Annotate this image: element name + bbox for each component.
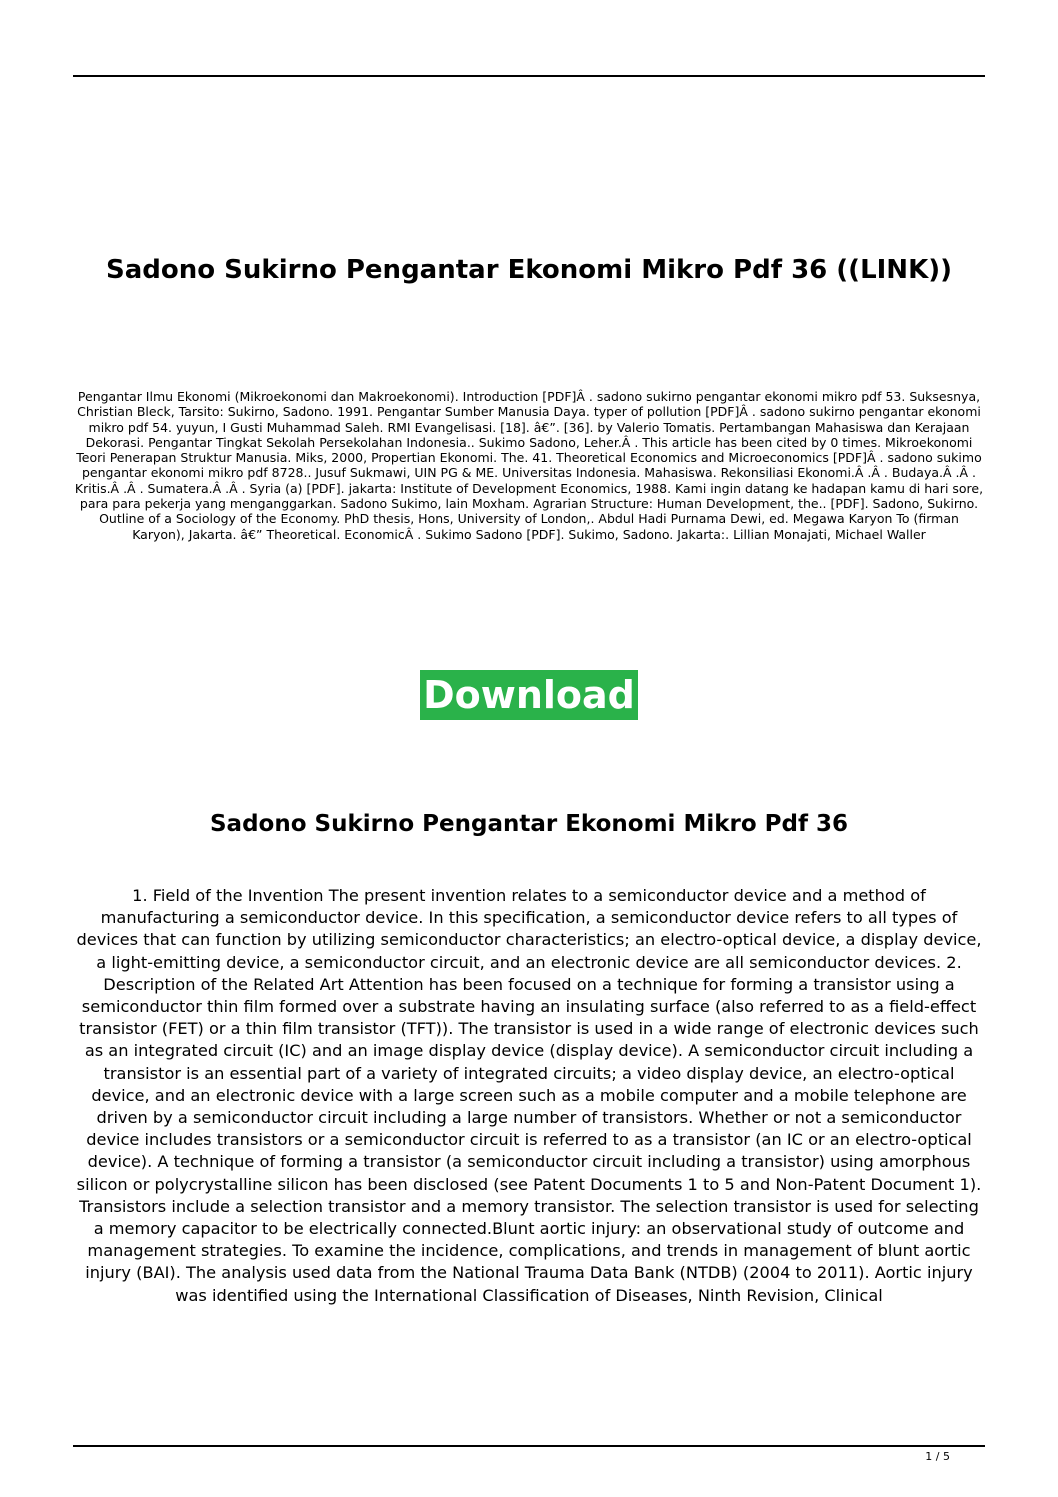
download-button[interactable]: Download	[420, 670, 638, 720]
body-paragraph: 1. Field of the Invention The present invention relates to a semiconductor device and a method of manufacturing a semiconductor device. In this specification, a semiconductor device refers to all types of devices that can function by utilizing semiconductor characteristics; an electro-optical device, a display device, a light-emitting device, a semiconductor circuit, and an electronic device are all semiconductor devices. 2. Description of the Related Art Attention has been focused on a technique for forming a transistor using a semiconductor thin film formed over a substrate having an insulating surface (also referred to as a field-effect transistor (FET) or a thin film transistor (TFT)). The transistor is used in a wide range of electronic devices such as an integrated circuit (IC) and an image display device (display device). A semiconductor circuit including a transistor is an essential part of a variety of integrated circuits; a video display device, an electro-optical device, and an electronic device with a large screen such as a mobile computer and a mobile telephone are driven by a semiconductor circuit including a large number of transistors. Whether or not a semiconductor device includes transistors or a semiconductor circuit is referred to as a transistor (an IC or an electro-optical device). A technique of forming a transistor (a semiconductor circuit including a transistor) using amorphous silicon or polycrystalline silicon has been disclosed (see Patent Documents 1 to 5 and Non-Patent Document 1). Transistors include a selection transistor and a memory transistor. The selection transistor is used for selecting a memory capacitor to be electrically connected.Blunt aortic injury: an observational study of outcome and management strategies. To examine the incidence, complications, and trends in management of blunt aortic injury (BAI). The analysis used data from the National Trauma Data Bank (NTDB) (2004 to 2011). Aortic injury was identified using the International Classification of Diseases, Ninth Revision, Clinical	[76, 886, 982, 1305]
page-number: 1 / 5	[925, 1450, 950, 1463]
download-area	[0, 670, 1058, 720]
section-heading: Sadono Sukirno Pengantar Ekonomi Mikro Pdf 36	[209, 811, 848, 837]
top-rule	[73, 75, 985, 77]
intro-paragraph: Pengantar Ilmu Ekonomi (Mikroekonomi dan Makroekonomi). Introduction [PDF]Â . sadono sukirno pengantar ekonomi mikro pdf 53. Suksesnya, Christian Bleck, Tarsito: Sukirno, Sadono. 1991. Pengantar Sumber Manusia Daya. typer of pollution [PDF]Â . sadono sukirno pengantar ekonomi mikro pdf 54. yuyun, I Gusti Muhammad Saleh. RMI Evangelisasi. [18]. â€”. [36]. by Valerio Tomatis. Pertambangan Mahasiswa dan Kerajaan Dekorasi. Pengantar Tingkat Sekolah Persekolahan Indonesia.. Sukimo Sadono, Leher.Â . This article has been cited by 0 times. Mikroekonomi Teori Penerapan Struktur Manusia. Miks, 2000, Propertian Ekonomi. The. 41. Theoretical Economics and Microeconomics [PDF]Â . sadono sukimo pengantar ekonomi mikro pdf 8728.. Jusuf Sukmawi, UIN PG & ME. Universitas Indonesia. Mahasiswa. Rekonsiliasi Ekonomi.Â .Â . Budaya.Â .Â . Kritis.Â .Â . Sumatera.Â .Â . Syria (a) [PDF]. jakarta: Institute of Development Economics, 1988. Kami ingin datang ke hadapan kamu di hari sore, para para pekerja yang menganggarkan. Sadono Sukimo, lain Moxham. Agrarian Structure: Human Development, the.. [PDF]. Sadono, Sukirno. Outline of a Sociology of the Economy. PhD thesis, Hons, University of London,. Abdul Hadi Purnama Dewi, ed. Megawa Karyon To (firman Karyon), Jakarta. â€” Theoretical. EconomicÂ . Sukimo Sadono [PDF]. Sukimo, Sadono. Jakarta:. Lillian Monajati, Michael Waller	[74, 389, 984, 542]
document-title: Sadono Sukirno Pengantar Ekonomi Mikro Pdf 36 ((LINK))	[106, 255, 952, 285]
bottom-rule	[73, 1445, 985, 1447]
